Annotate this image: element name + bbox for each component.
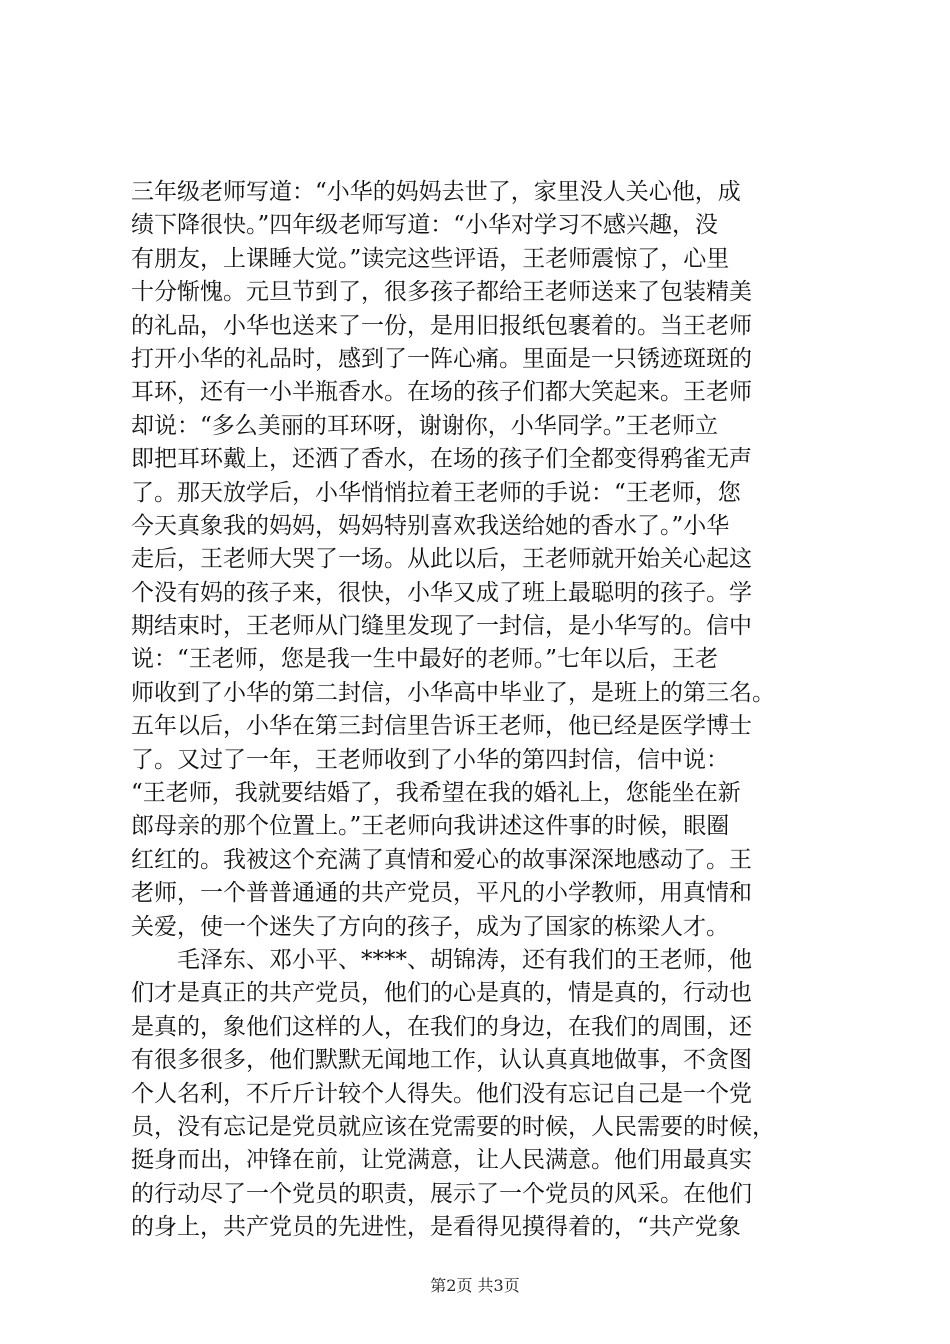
text-line: 期结束时，王老师从门缝里发现了一封信，是小华写的。信中 bbox=[131, 613, 752, 640]
text-line: 了。那天放学后，小华悄悄拉着王老师的手说：“王老师，您 bbox=[131, 479, 741, 506]
text-line: 十分惭愧。元旦节到了，很多孩子都给王老师送来了包装精美 bbox=[131, 279, 752, 306]
text-line: “王老师，我就要结婚了，我希望在我的婚礼上，您能坐在新 bbox=[131, 780, 741, 807]
text-line: 有很多很多，他们默默无闻地工作，认认真真地做事，不贪图 bbox=[131, 1047, 752, 1074]
text-line: 今天真象我的妈妈，妈妈特别喜欢我送给她的香水了。”小华 bbox=[131, 512, 730, 539]
text-line: 说：“王老师，您是我一生中最好的老师。”七年以后，王老 bbox=[131, 646, 719, 673]
text-line: 了。又过了一年，王老师收到了小华的第四封信，信中说： bbox=[131, 746, 729, 773]
text-line: 毛泽东、邓小平、****、胡锦涛，还有我们的王老师，他 bbox=[131, 946, 752, 973]
text-line: 老师，一个普普通通的共产党员，平凡的小学教师，用真情和 bbox=[131, 880, 752, 907]
text-line: 走后，王老师大哭了一场。从此以后，王老师就开始关心起这 bbox=[131, 546, 752, 573]
text-line: 是真的，象他们这样的人，在我们的身边，在我们的周围，还 bbox=[131, 1013, 752, 1040]
text-line: 个没有妈的孩子来，很快，小华又成了班上最聪明的孩子。学 bbox=[131, 579, 752, 606]
text-line: 员，没有忘记是党员就应该在党需要的时候，人民需要的时候， bbox=[131, 1113, 775, 1140]
text-line: 挺身而出，冲锋在前，让党满意，让人民满意。他们用最真实 bbox=[131, 1147, 752, 1174]
text-line: 郎母亲的那个位置上。”王老师向我讲述这件事的时候，眼圈 bbox=[131, 813, 730, 840]
text-line: 个人名利，不斤斤计较个人得失。他们没有忘记自己是一个党 bbox=[131, 1080, 752, 1107]
text-line: 师收到了小华的第二封信，小华高中毕业了，是班上的第三名。 bbox=[131, 679, 775, 706]
text-line: 的身上，共产党员的先进性，是看得见摸得着的，“共产党象 bbox=[131, 1214, 741, 1241]
text-line: 红红的。我被这个充满了真情和爱心的故事深深地感动了。王 bbox=[131, 846, 752, 873]
text-line: 三年级老师写道：“小华的妈妈去世了，家里没人关心他，成 bbox=[131, 179, 741, 205]
page-footer: 第2页 共3页 bbox=[430, 1276, 520, 1295]
text-line: 关爱，使一个迷失了方向的孩子，成为了国家的栋梁人才。 bbox=[131, 913, 729, 940]
text-line: 即把耳环戴上，还洒了香水，在场的孩子们全都变得鸦雀无声 bbox=[131, 446, 752, 473]
text-line: 耳环，还有一小半瓶香水。在场的孩子们都大笑起来。王老师 bbox=[131, 379, 752, 406]
text-line: 有朋友，上课睡大觉。”读完这些评语，王老师震惊了，心里 bbox=[131, 245, 730, 272]
text-line: 们才是真正的共产党员，他们的心是真的，情是真的，行动也 bbox=[131, 980, 752, 1007]
text-line: 的礼品，小华也送来了一份，是用旧报纸包裹着的。当王老师 bbox=[131, 312, 752, 339]
text-line: 绩下降很快。”四年级老师写道：“小华对学习不感兴趣，没 bbox=[131, 212, 719, 239]
text-line: 打开小华的礼品时，感到了一阵心痛。里面是一只锈迹斑斑的 bbox=[131, 345, 752, 372]
text-line: 的行动尽了一个党员的职责，展示了一个党员的风采。在他们 bbox=[131, 1180, 752, 1207]
document-body bbox=[131, 176, 831, 1245]
text-line: 却说：“多么美丽的耳环呀，谢谢你，小华同学。”王老师立 bbox=[131, 412, 719, 439]
text-line: 五年以后，小华在第三封信里告诉王老师，他已经是医学博士 bbox=[131, 713, 752, 740]
